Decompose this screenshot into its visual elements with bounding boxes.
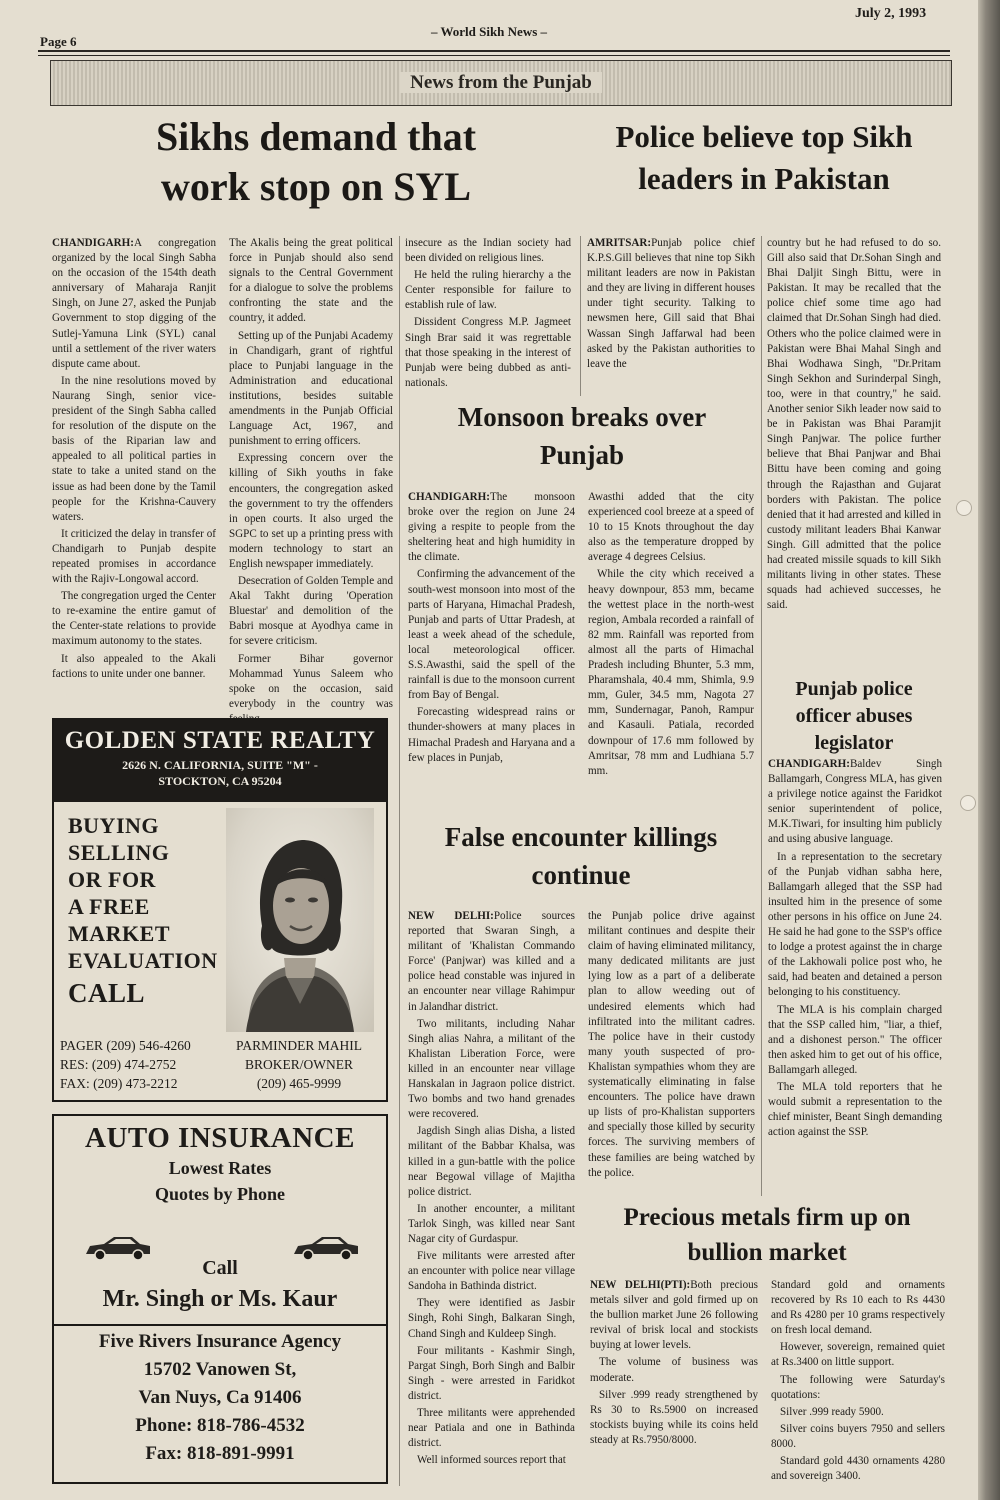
syl-para: Setting up of the Punjabi Academy in Chandigarh, grant of rightful place to Punjabi language in the Administration and educational institutions, besides suitable amendments in the Punjab Official Language Act, 1967, and punishment to erring officers. <box>229 329 393 448</box>
false-encounter-para: They were identified as Jasbir Singh, Rohi Singh, Balkaran Singh, Chand Singh and Kuldeep Singh. <box>408 1297 575 1340</box>
syl-para: insecure as the Indian society had been divided on religious lines. <box>405 237 571 265</box>
page-edge-shadow <box>978 0 1000 1500</box>
precious-metals-para: Silver coins buyers 7950 and sellers 8000. <box>771 1422 945 1450</box>
police-officer-para: The MLA is his complain charged that the SSP called him, "liar, a thief, and a dishonest person." The officer then asked him to get out of his office, Ballamgarh alleged. <box>768 1003 942 1076</box>
syl-para: It also appealed to the Akali factions to unite under one banner. <box>52 652 216 680</box>
syl-para: Former Bihar governor Mohammad Yunus Saleem who spoke on the occasion, said everybody in the country was <box>229 652 393 710</box>
realty-pitch-line: BUYING <box>68 813 160 838</box>
police-pakistan-para: Punjab police chief K.P.S.Gill believes that nine top Sikh militant leaders are now in Pakistan and they are living in different houses under tight security. Talking to newsmen here, Gill said that Bhai Wassan Singh Jaffarwal had been asked by the Pakistan authorities to leave the <box>587 237 756 370</box>
insurance-ad-quotes: Quotes by Phone <box>154 1184 286 1204</box>
monsoon-dateline: CHANDIGARH: <box>408 491 490 503</box>
car-icon <box>84 1234 152 1262</box>
realty-ad-pitch <box>68 812 218 1008</box>
police-pakistan-dateline: AMRITSAR: <box>587 237 652 249</box>
precious-metals-column-1 <box>590 1278 758 1490</box>
auto-insurance-ad[interactable] <box>52 1114 388 1484</box>
agent-portrait <box>226 808 374 1032</box>
car-icon <box>292 1234 360 1262</box>
masthead-rule <box>38 50 950 52</box>
false-encounter-dateline: NEW DELHI: <box>408 910 494 922</box>
monsoon-headline-line1: Monsoon breaks over <box>457 402 707 432</box>
column-rule <box>761 236 762 1196</box>
realty-ad-address-1: 2626 N. CALIFORNIA, SUITE "M" - <box>122 758 318 772</box>
false-encounter-column-2 <box>588 909 755 1193</box>
false-encounter-para: the Punjab police drive against militant continues and despite their claim of having eliminated militancy, many dedicated militants are just lying low as a part of a deliberate plan to allow weeding out of undesired elements which had infiltrated into the militant cadres. The police have in their custody many youth suspected of pro-Khalistan sympathies whom they are systematically eliminating in false encounters. The police have drawn up lists of pro-Khalistan supporters and specially those killed by security forces. The surviving members of these families are being watched by the police. <box>588 910 755 1179</box>
insurance-ad-contact: Mr. Singh or Ms. Kaur <box>102 1286 338 1312</box>
police-officer-para: In a representation to the secretary of the Punjab vidhan sabha here, Ballamgarh alleged that the SSP had insulted him in the presence of some other persons in his office on June 24. He said he had gone to the SSP's office to lodge a protest against the in charge of the Lakhowali police post who, he said, had beaten and detained a person belonging to his constituency. <box>768 850 942 999</box>
police-pakistan-column-2 <box>767 236 941 648</box>
false-encounter-para: Two militants, including Nahar Singh alias Nahra, a militant of the Khalistan Liberation Force, were killed in an encounter near village Hanskalan in Jagraon police district. Two bombs and two hand grenades were recovered. <box>408 1017 575 1121</box>
syl-para: Dissident Congress M.P. Jagmeet Singh Brar said it was regrettable that those speaking in the interest of Punjab were being dubbed as anti-nationals. <box>405 316 571 389</box>
precious-metals-headline <box>586 1200 948 1270</box>
syl-para: He held the ruling hierarchy a the Center responsible for failure to establish rule of law. <box>405 269 571 312</box>
precious-metals-para: Silver .999 ready 5900. <box>780 1405 884 1418</box>
false-encounter-para: Three militants were apprehended near Patiala and one in Bathinda district. <box>408 1407 575 1450</box>
precious-metals-column-2 <box>771 1278 945 1490</box>
syl-headline <box>60 112 572 212</box>
police-officer-headline <box>768 676 940 757</box>
section-banner <box>50 60 952 106</box>
realty-fax: FAX: (209) 473-2212 <box>60 1076 178 1091</box>
syl-para: In the nine resolutions moved by Naurang Singh, senior vice-president of the Singh Sabha called for resolution of the dispute on the basis of the Riparian law and appealed to all political parties in state to take a united stand on the issue as had been done by the Tamil people for the Krishna-Cauvery waters. <box>52 374 216 523</box>
precious-metals-para: However, sovereign, remained quiet at Rs.3400 on little support. <box>771 1341 945 1369</box>
monsoon-para: Forecasting widespread rains or thunder-showers at many places in Himachal Pradesh and Haryana and a few places in Punjab, <box>408 706 575 764</box>
police-officer-dateline: CHANDIGARH: <box>768 758 850 770</box>
realty-pitch-line: SELLING <box>68 840 170 865</box>
false-encounter-headline-line2: continue <box>531 860 631 890</box>
realty-pitch-line: OR FOR <box>68 867 156 892</box>
syl-para: Desecration of Golden Temple and Akal Takht during 'Operation Bluestar' and demolition of the Babri mosque at Ayodhya came in for severe criticism. <box>229 575 393 648</box>
realty-agent <box>214 1036 384 1093</box>
monsoon-column-2 <box>588 490 754 796</box>
realty-call: CALL <box>68 978 146 1008</box>
realty-pager: PAGER (209) 546-4260 <box>60 1038 191 1053</box>
insurance-ad-title: AUTO INSURANCE <box>85 1122 355 1154</box>
realty-ad-header <box>54 720 386 802</box>
agent-portrait-svg <box>226 808 374 1032</box>
syl-column-1 <box>52 236 216 706</box>
insurance-ad-rates: Lowest Rates <box>168 1158 272 1178</box>
golden-state-realty-ad[interactable] <box>52 718 388 1102</box>
insurance-agency-name: Five Rivers Insurance Agency <box>98 1331 342 1352</box>
realty-pitch-line: MARKET <box>68 921 170 946</box>
monsoon-para: Confirming the advancement of the south-west monsoon into most of the parts of Haryana, Himachal Pradesh, Punjab and parts of Uttar Pradesh, at least a week ahead of the schedule, local meteorological officer. S.S.Awasthi, said the spell of the rainfall is due to the monsoon current from Bay of Bengal. <box>408 568 575 702</box>
false-encounter-para: Five militants were arrested after an encounter with police near village Sandoha in Bathinda district. <box>408 1250 575 1293</box>
monsoon-headline <box>408 398 756 474</box>
realty-res: RES: (209) 474-2752 <box>60 1057 177 1072</box>
precious-metals-dateline: NEW DELHI(PTI): <box>590 1279 691 1291</box>
precious-metals-para: The volume of business was moderate. <box>590 1356 758 1384</box>
police-pakistan-headline <box>584 116 944 200</box>
false-encounter-para: Jagdish Singh alias Disha, a listed militant of the Babbar Khalsa, was killed in a gun-battle with the police near Begowal village of Majitha police district. <box>408 1125 575 1198</box>
false-encounter-para: Well informed sources report that <box>417 1454 566 1467</box>
syl-para: The congregation urged the Center to re-examine the entire gamut of the Center-state relations to provide maximum autonomy to the states. <box>52 590 216 648</box>
realty-ad-title: GOLDEN STATE REALTY <box>64 727 376 754</box>
monsoon-headline-line2: Punjab <box>539 440 625 470</box>
syl-column-2 <box>229 236 393 710</box>
precious-metals-para: Standard gold 4430 ornaments 4280 and sovereign 3400. <box>771 1455 945 1483</box>
masthead-rule-thin <box>38 55 950 56</box>
precious-metals-para: Standard gold and ornaments recovered by Rs 10 each to Rs 4430 and Rs 4280 per 10 grams respectively on fresh local demand. <box>771 1279 945 1337</box>
column-rule <box>399 236 400 1486</box>
binder-hole <box>960 795 976 811</box>
false-encounter-para: Police sources reported that Swaran Singh, a militant of 'Khalistan Commando Force' (Panjwar) was killed and a police head constable was injured in an encounter near village Rahimpur in Jalandhar district. <box>408 910 575 1013</box>
realty-agent-title: BROKER/OWNER <box>245 1057 353 1072</box>
false-encounter-headline <box>406 818 756 894</box>
insurance-agency-fax: Fax: 818-891-9991 <box>145 1443 295 1464</box>
precious-metals-headline-line2: bullion market <box>687 1239 847 1266</box>
realty-pitch-line: A FREE <box>68 894 150 919</box>
precious-metals-para: Both precious metals silver and gold firmed up on the bullion market June 26 following revival of brisk local and stockists buying at lower levels. <box>590 1279 758 1352</box>
police-officer-headline-line2: officer abuses <box>795 705 913 727</box>
syl-headline-line2: work stop on SYL <box>160 164 472 209</box>
police-officer-para: The MLA told reporters that he would submit a representation to the chief minister, Beant Singh demanding action against the SSP. <box>768 1080 942 1139</box>
false-encounter-para: In another encounter, a militant Tarlok Singh, was killed near Sant Nagar city of Gurdaspur. <box>408 1202 575 1245</box>
page-number: Page 6 <box>40 34 77 49</box>
monsoon-para: While the city which received a heavy downpour, 853 mm, became the wettest place in the north-west region, Ambala recorded a rainfall of 82 mm. Rainfall was reported from almost all the parts of Himachal Pradesh including Bhunter, 5.3 mm, Pharamshala, 40.4 mm, Shimla, 9.9 mm, Guler, 34.5 mm, Nagota 27 mm, Sundernagar, Panoh, Rampur and Kasauli. Patiala, recorded downpour of 17.6 mm followed by Amritsar, 78 mm and Ludhiana 5.7 mm. <box>588 568 754 777</box>
police-pakistan-para: country but he had refused to do so. Gill also said that Dr.Sohan Singh and Bhai Daljit Singh Bittu, were in Pakistan. It may be recalled that the police chief some time ago had claimed that Dr.Sohan Singh had died. Others who the police claimed were in Pakistan were Bhai Mahal Singh and Bhai Wodhawa Singh, "Dr.Pritam Singh Sekhon and Surinderpal Singh, too, were in that country," he said. Another senior Sikh leader now said to be in Pakistan was Bhai Paramjit Singh Panjwar. The police further believe that Bhai Panjwar and Bhai Bittu have been coming and going through the Rajasthan and Gujarat borders with Pakistan. The police denied that it had arrested and killed in custody militant leaders Bhai Kanwar Singh. Gill admitted that the police had created missile squads to kill Sikh militants living in other states. These squads had achieved successes, he said. <box>767 237 941 612</box>
police-officer-para: Baldev Singh Ballamgarh, Congress MLA, has given a privilege notice against the Faridkot senior superintendent of police, M.K.Tiwari, for insulting him publicly and using abusive language. <box>768 758 942 846</box>
police-pakistan-headline-line2: leaders in Pakistan <box>638 161 890 196</box>
monsoon-para: Awasthi added that the city experienced cool breeze at a speed of 10 to 15 Knots throughout the day also as the temperature dropped by average 4 degrees Celsius. <box>588 491 754 564</box>
realty-contact-numbers <box>60 1036 191 1093</box>
monsoon-column-1 <box>408 490 575 796</box>
false-encounter-column-1 <box>408 909 575 1471</box>
insurance-agency-city: Van Nuys, Ca 91406 <box>138 1387 302 1408</box>
false-encounter-headline-line1: False encounter killings <box>444 822 718 852</box>
realty-pitch-line: EVALUATION <box>68 948 218 973</box>
issue-date: July 2, 1993 <box>855 6 927 21</box>
syl-headline-line1: Sikhs demand that <box>155 114 477 159</box>
police-officer-column <box>768 757 942 1199</box>
police-officer-headline-line1: Punjab police <box>795 678 913 700</box>
syl-dateline: CHANDIGARH: <box>52 237 134 249</box>
false-encounter-para: Four militants - Kashmir Singh, Pargat Singh, Borh Singh and Balbir Singh - were arrested in Faridkot district. <box>408 1344 575 1402</box>
paper-name: – World Sikh News – <box>430 24 548 39</box>
precious-metals-headline-line1: Precious metals firm up on <box>623 1204 911 1231</box>
syl-para: The Akalis being the great political force in Punjab should also send signals to the Central Government for a dialogue to solve the problems confronting the state and the country, it added. <box>229 237 393 325</box>
syl-para: A congregation organized by the local Singh Sabha on the occasion of the 154th death anniversary of Maharaja Ranjit Singh, on June 27, asked the Punjab Government to stop digging of the Sutlej-Yamuna Link (SYL) canal until a settlement of the river waters dispute came about. <box>52 237 216 370</box>
insurance-agency-street: 15702 Vanowen St, <box>143 1359 297 1380</box>
syl-para: Expressing concern over the killing of Sikh youths in fake encounters, the congregation asked the government to try the offenders in open courts. It also urged the SGPC to set up a printing press with modern technology to start an English newspaper immediately. <box>229 452 393 570</box>
police-pakistan-column-1 <box>587 236 755 396</box>
binder-hole <box>956 500 972 516</box>
insurance-agency-block <box>54 1324 386 1486</box>
precious-metals-para: The following were Saturday's quotations: <box>771 1373 945 1401</box>
column-rule <box>580 236 581 396</box>
precious-metals-para: Silver .999 ready strengthened by Rs 30 to Rs.5900 on increased stockists buying while its coins held steady at Rs.7950/8000. <box>590 1388 758 1446</box>
realty-agent-phone: (209) 465-9999 <box>256 1076 342 1091</box>
realty-agent-name: PARMINDER MAHIL <box>236 1038 362 1053</box>
police-pakistan-headline-line1: Police believe top Sikh <box>615 119 913 154</box>
monsoon-para: The monsoon broke over the region on June 24 giving a respite to people from the sheltering heat and high humidity in the climate. <box>408 491 575 564</box>
realty-ad-address-2: STOCKTON, CA 95204 <box>158 774 282 788</box>
insurance-agency-phone: Phone: 818-786-4532 <box>135 1415 305 1436</box>
syl-column-3 <box>405 236 571 389</box>
insurance-ad-call: Call <box>202 1257 238 1279</box>
section-banner-label: News from the Punjab <box>400 72 602 93</box>
police-officer-headline-line3: legislator <box>814 732 894 754</box>
syl-para: It criticized the delay in transfer of Chandigarh to Punjab despite repeated promises in accordance with the Rajiv-Longowal accord. <box>52 527 216 586</box>
